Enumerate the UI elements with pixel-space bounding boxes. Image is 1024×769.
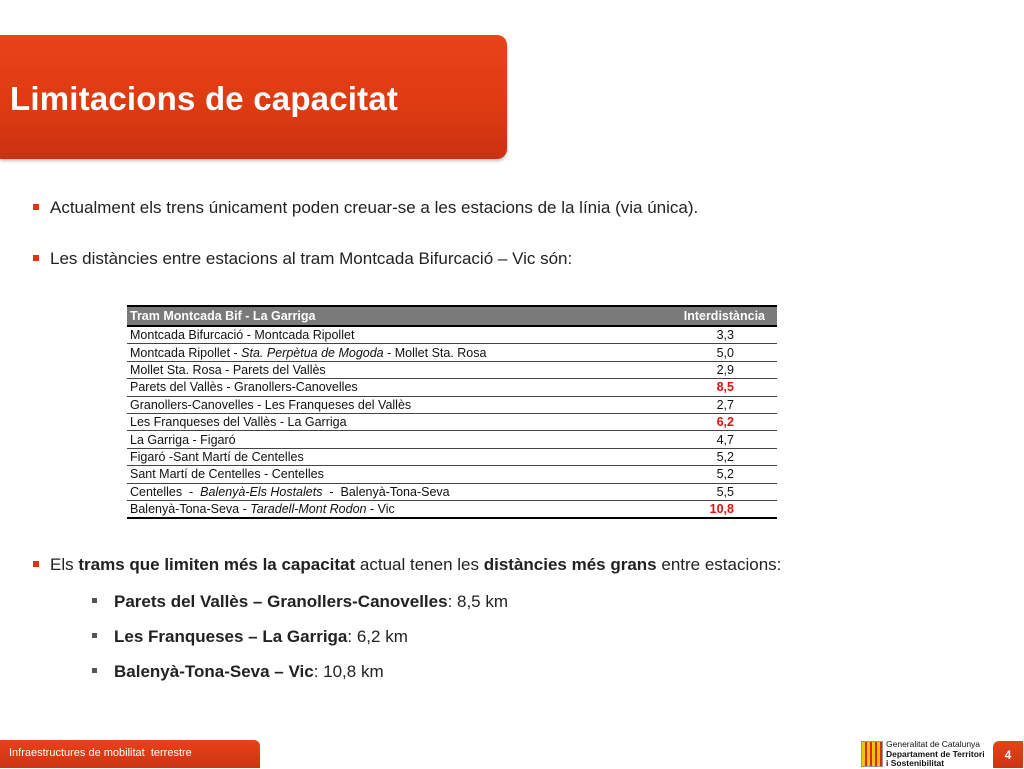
bullet-square-icon (33, 561, 39, 567)
cell-interdistancia: 5,5 (651, 483, 777, 500)
slide-title: Limitacions de capacitat (10, 80, 399, 117)
cell-interdistancia: 10,8 (651, 500, 777, 518)
bullet-2-text: Les distàncies entre estacions al tram Montcada Bifurcació – Vic són: (50, 249, 573, 268)
sub-bullet-3-bold: Balenyà-Tona-Seva – Vic (114, 662, 314, 681)
logo-text (886, 740, 985, 769)
cell-interdistancia: 5,2 (651, 466, 777, 483)
table-row (127, 483, 777, 500)
table-row (127, 379, 777, 396)
summary-bold-2: distàncies més grans (483, 555, 657, 574)
table-header-row (127, 306, 777, 326)
bullet-2 (50, 249, 572, 269)
cell-tram (127, 431, 651, 448)
bullet-1 (50, 198, 698, 218)
sub-bullet-2-bold: Les Franqueses – La Garriga (114, 627, 348, 646)
summary-mid: actual tenen les (355, 555, 484, 574)
cell-tram-part: - Balenyà-Tona-Seva (322, 484, 450, 499)
summary-post: entre estacions: (656, 555, 782, 574)
cell-tram-italic: Balenyà-Els Hostalets (200, 484, 323, 499)
cell-tram-part: Montcada Ripollet - (130, 345, 242, 360)
cell-tram-part: Montcada Bifurcació - Montcada Ripollet (130, 328, 355, 343)
cell-interdistancia: 5,0 (651, 344, 777, 361)
cell-tram-part: Balenyà-Tona-Seva - (130, 502, 251, 517)
table-body (127, 326, 777, 518)
cell-interdistancia: 2,7 (651, 396, 777, 413)
sub-bullet-2 (114, 627, 408, 647)
cell-tram-part: Parets del Vallès - Granollers-Canovelles (130, 380, 358, 395)
sub-bullet-3 (114, 662, 384, 682)
sub-bullet-1-rest: : 8,5 km (447, 592, 509, 611)
table-row (127, 466, 777, 483)
sub-bullet-2-rest: : 6,2 km (347, 627, 408, 646)
bullet-1-text: Actualment els trens únicament poden creuar-se a les estacions de la línia (via única). (50, 198, 699, 217)
distance-table (127, 305, 777, 519)
logo-line-2: Departament de Territori (886, 748, 985, 759)
table-row (127, 344, 777, 361)
cell-interdistancia: 8,5 (651, 379, 777, 396)
cell-tram (127, 361, 651, 378)
bullet-square-icon (33, 204, 39, 210)
bullet-3 (50, 555, 781, 575)
table-row (127, 500, 777, 518)
cell-interdistancia: 3,3 (651, 326, 777, 344)
table-row (127, 448, 777, 465)
cell-tram-part: Les Franqueses del Vallès - La Garriga (130, 415, 347, 430)
cell-interdistancia: 4,7 (651, 431, 777, 448)
cell-tram-part: La Garriga - Figaró (130, 432, 236, 447)
cell-tram (127, 413, 651, 430)
cell-interdistancia: 6,2 (651, 413, 777, 430)
cell-tram (127, 344, 651, 361)
cell-tram-part: Sant Martí de Centelles - Centelles (130, 467, 324, 482)
logo-line-3: i Sostenibilitat (886, 758, 945, 768)
table-row (127, 361, 777, 378)
cell-tram-part: Granollers-Canovelles - Les Franqueses del Vallès (130, 397, 412, 412)
cell-tram (127, 466, 651, 483)
logo-line-1: Generalitat de Catalunya (886, 739, 981, 749)
cell-tram (127, 396, 651, 413)
cell-tram (127, 379, 651, 396)
cell-tram-part: Figaró -Sant Martí de Centelles (130, 449, 304, 464)
cell-interdistancia: 2,9 (651, 361, 777, 378)
generalitat-logo-icon (861, 741, 883, 767)
table-row (127, 396, 777, 413)
summary-bold-1: trams que limiten més la capacitat (78, 555, 356, 574)
cell-tram-part: Centelles - (130, 484, 201, 499)
bullet-square-icon (92, 633, 97, 638)
bullet-square-icon (33, 255, 39, 261)
bullet-square-icon (92, 598, 97, 603)
footer-label: Infraestructures de mobilitat terrestre (9, 747, 192, 759)
bullet-square-icon (92, 668, 97, 673)
summary-pre: Els (50, 555, 79, 574)
cell-tram-part: - Mollet Sta. Rosa (383, 345, 487, 360)
cell-tram (127, 500, 651, 518)
page-number: 4 (993, 741, 1023, 768)
sub-bullet-3-rest: : 10,8 km (313, 662, 384, 681)
cell-interdistancia: 5,2 (651, 448, 777, 465)
cell-tram-part: Mollet Sta. Rosa - Parets del Vallès (130, 362, 326, 377)
header-interdistancia: Interdistància (651, 306, 777, 326)
cell-tram (127, 326, 651, 344)
table-row (127, 413, 777, 430)
cell-tram (127, 448, 651, 465)
cell-tram (127, 483, 651, 500)
table-row (127, 326, 777, 344)
sub-bullet-1 (114, 592, 508, 612)
cell-tram-italic: Sta. Perpètua de Mogoda (241, 345, 384, 360)
header-tram: Tram Montcada Bif - La Garriga (127, 306, 651, 326)
cell-tram-part: - Vic (366, 502, 395, 517)
sub-bullet-1-bold: Parets del Vallès – Granollers-Canovelles (114, 592, 448, 611)
table-row (127, 431, 777, 448)
cell-tram-italic: Taradell-Mont Rodon (250, 502, 367, 517)
